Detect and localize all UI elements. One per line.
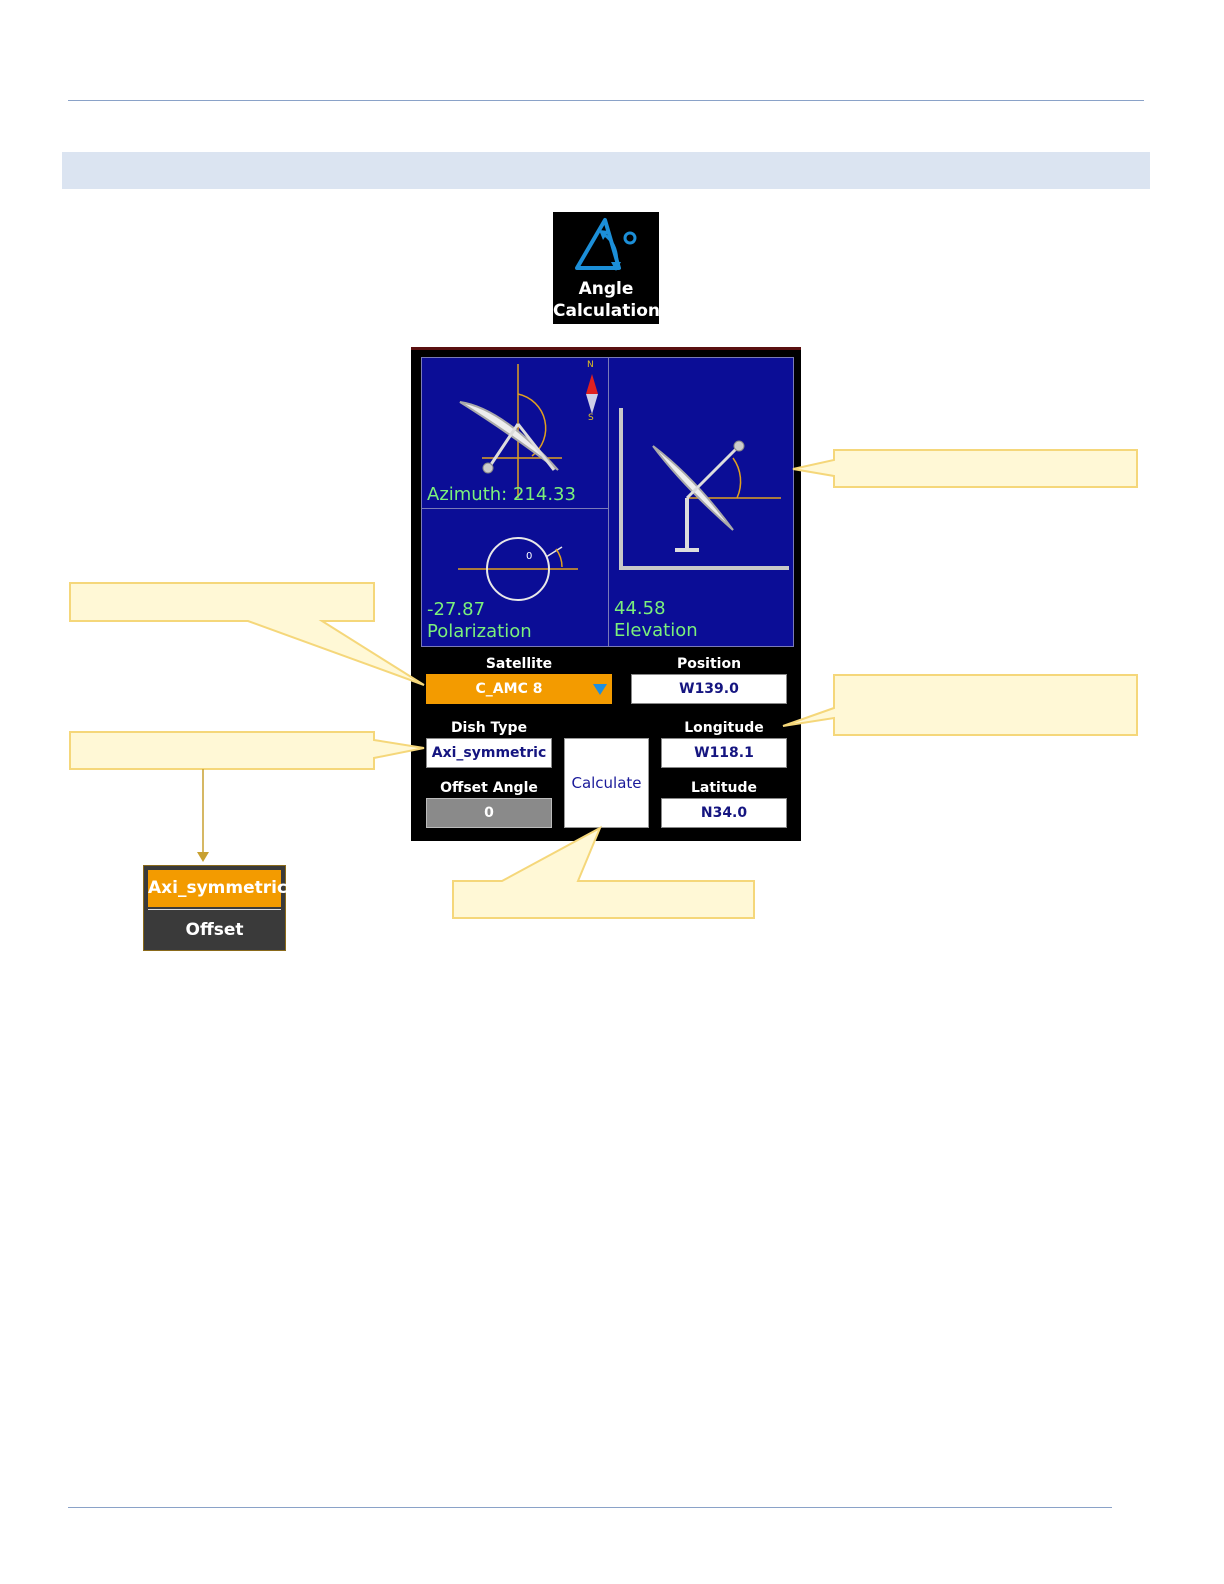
menu-divider [148,909,281,910]
elevation-label: Elevation [614,620,698,641]
azimuth-readout: Azimuth: 214.33 [427,484,576,505]
latitude-label: Latitude [690,780,758,796]
elevation-callout [793,450,1137,487]
position-field[interactable]: W139.0 [631,674,787,704]
polarization-zero-marker: 0 [526,551,533,562]
compass-south-label: S [588,413,594,423]
calculate-button[interactable]: Calculate [564,738,649,828]
app-icon-label-line2: Calculation [553,301,660,321]
dish-type-label: Dish Type [450,720,528,736]
satellite-label: Satellite [485,656,553,672]
dish-type-callout [70,732,424,769]
dish-type-option-offset[interactable]: Offset [185,920,244,940]
calculate-callout [453,828,754,918]
longitude-callout [783,675,1137,735]
offset-angle-label: Offset Angle [440,780,538,796]
satellite-select-value: C_AMC 8 [475,681,543,697]
compass-north-label: N [587,360,594,370]
satellite-callout [70,583,424,685]
position-label: Position [676,656,742,672]
offset-angle-field: 0 [426,798,552,828]
longitude-field[interactable]: W118.1 [661,738,787,768]
longitude-label: Longitude [684,720,764,736]
elevation-value: 44.58 [614,598,666,619]
latitude-field[interactable]: N34.0 [661,798,787,828]
dish-type-dropdown-menu [143,865,286,951]
polarization-label: Polarization [427,621,532,642]
polarization-value: -27.87 [427,599,486,620]
dish-type-option-axi-symmetric[interactable]: Axi_symmetric [148,870,281,907]
app-icon-label-line1: Angle [578,279,634,299]
dish-type-select[interactable]: Axi_symmetric [426,738,552,768]
